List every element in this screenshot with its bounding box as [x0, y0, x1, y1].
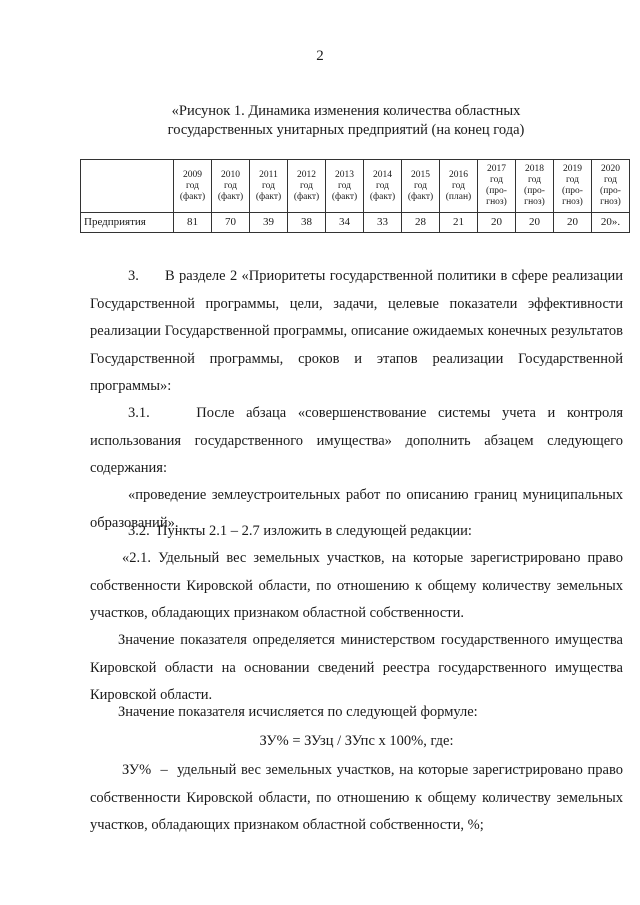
- paragraph-3-1: 3.1. После абзаца «совершенствование системы учета и контроля использования государственного имущества» дополнить абзацем следующего содержания:: [90, 405, 623, 476]
- paragraph-quote: «проведение землеустроительных работ по описанию границ муниципальных образований».: [90, 487, 623, 531]
- table-header-cell: 2018 год (про- гноз): [516, 160, 554, 213]
- table-header-cell: 2019 год (про- гноз): [554, 160, 592, 213]
- table-row: [81, 213, 630, 233]
- enterprises-table: [80, 159, 630, 233]
- paragraph-value-2: Значение показателя исчисляется по следующей формуле:: [118, 704, 478, 720]
- table-cell: 28: [402, 213, 440, 233]
- table-cell: 33: [364, 213, 402, 233]
- table-header-cell: 2016 год (план): [440, 160, 478, 213]
- table-header-cell: 2020 год (про- гноз): [592, 160, 630, 213]
- formula: ЗУ% = ЗУзц / ЗУпс х 100%, где:: [259, 733, 454, 749]
- row-label: Предприятия: [81, 213, 174, 233]
- paragraph-value-1: Значение показателя определяется министерством государственного имущества Кировской области на основании сведений реестра государственного имущества Кировской области.: [90, 632, 623, 703]
- table-cell: 21: [440, 213, 478, 233]
- paragraph-3: 3. В разделе 2 «Приоритеты государственной политики в сфере реализации Государственной программы, цели, задачи, целевые показатели эффективности реализации Государственной программы, описание ожидаемых конечных результатов Государственной программы, сроков и этапов реализации Государственной программы»:: [90, 268, 623, 394]
- table-header-cell: 2012 год (факт): [288, 160, 326, 213]
- table-header-cell: 2015 год (факт): [402, 160, 440, 213]
- page-number: 2: [316, 48, 324, 64]
- table-cell: 20».: [592, 213, 630, 233]
- table-header-row: [81, 160, 630, 213]
- caption-line-1: «Рисунок 1. Динамика изменения количества областных: [171, 103, 521, 119]
- figure-caption: [60, 102, 632, 140]
- table-cell: 20: [478, 213, 516, 233]
- table-cell: 39: [250, 213, 288, 233]
- table-cell: 81: [174, 213, 212, 233]
- table-header-cell: 2014 год (факт): [364, 160, 402, 213]
- table-header-cell: 2017 год (про- гноз): [478, 160, 516, 213]
- table-cell: 20: [554, 213, 592, 233]
- table-cell: 34: [326, 213, 364, 233]
- paragraph-definition: ЗУ% – удельный вес земельных участков, на которые зарегистрировано право собственности Кировской области, по отношению к общему количеству земельных участков, обладающих признаком областной собственности, %;: [90, 762, 623, 833]
- paragraph-2-1: «2.1. Удельный вес земельных участков, на которые зарегистрировано право собственности Кировской области, по отношению к общему количеству земельных участков, обладающих признаком областной собственности.: [90, 550, 623, 621]
- table-header-cell: 2013 год (факт): [326, 160, 364, 213]
- table-cell: 20: [516, 213, 554, 233]
- table-corner-cell: [81, 160, 174, 213]
- table-header-cell: 2009 год (факт): [174, 160, 212, 213]
- table-cell: 70: [212, 213, 250, 233]
- table-header-cell: 2011 год (факт): [250, 160, 288, 213]
- table-header-cell: 2010 год (факт): [212, 160, 250, 213]
- table-cell: 38: [288, 213, 326, 233]
- paragraph-3-2: 3.2. Пункты 2.1 – 2.7 изложить в следующей редакции:: [128, 523, 472, 539]
- caption-line-2: государственных унитарных предприятий (на конец года): [167, 122, 525, 138]
